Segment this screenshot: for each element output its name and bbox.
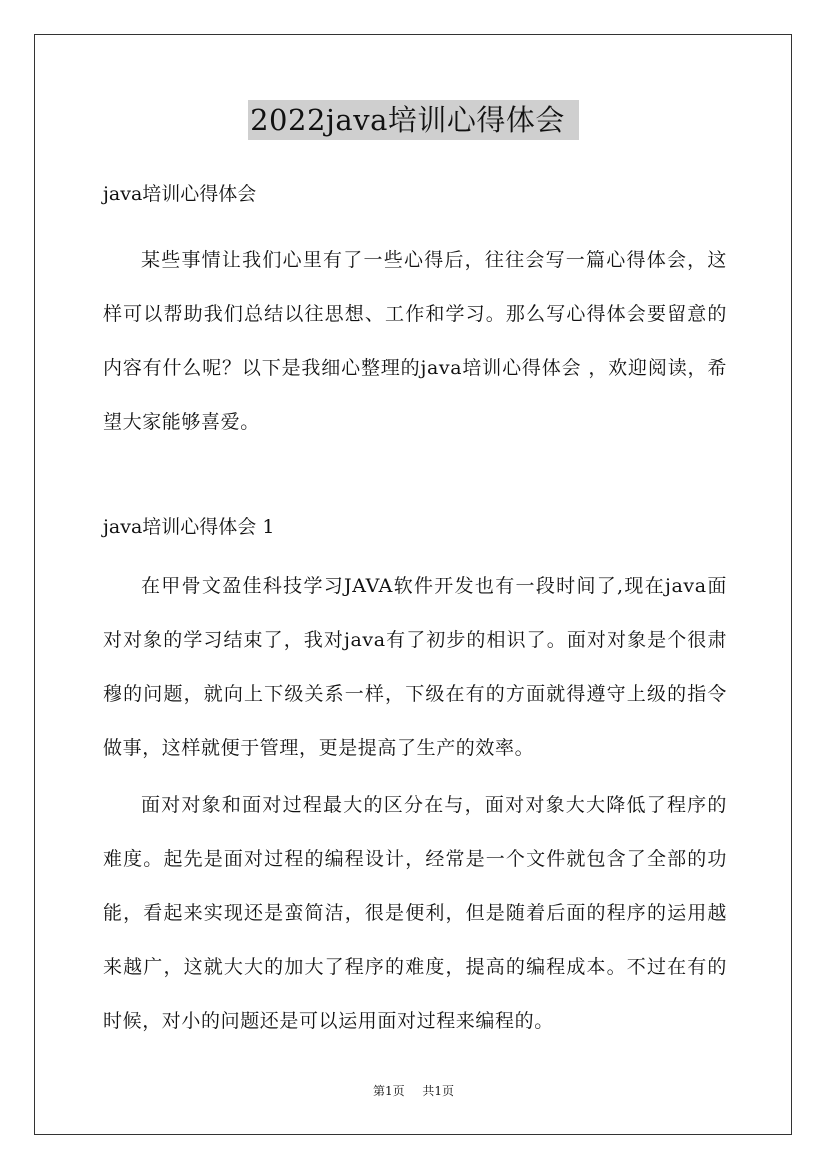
- page-number: 第1页: [373, 1084, 405, 1098]
- total-pages: 共1页: [422, 1084, 454, 1098]
- section1-paragraph-2: 面对对象和面对过程最大的区分在与，面对对象大大降低了程序的难度。起先是面对过程的编程设计，经常是一个文件就包含了全部的功能，看起来实现还是蛮简洁，很是便利，但是随着后面的程序的运用越来越广，这就大大的加大了程序的难度，提高的编程成本。不过在有的时候，对小的问题还是可以运用面对过程来编程的。: [103, 794, 727, 1032]
- document-title: 2022java培训心得体会: [248, 100, 579, 140]
- document-body: [103, 176, 727, 1048]
- page-footer: [0, 1082, 827, 1099]
- intro-heading: java培训心得体会: [103, 183, 257, 205]
- intro-paragraph: 某些事情让我们心里有了一些心得后，往往会写一篇心得体会，这样可以帮助我们总结以往思想、工作和学习。那么写心得体会要留意的内容有什么呢？以下是我细心整理的java培训心得体会 ，欢迎阅读，希望大家能够喜爱。: [103, 249, 727, 433]
- section1-paragraph-1: 在甲骨文盈佳科技学习JAVA软件开发也有一段时间了,现在java面对对象的学习结束了，我对java有了初步的相识了。面对对象是个很肃穆的问题，就向上下级关系一样，下级在有的方面就得遵守上级的指令做事，这样就便于管理，更是提高了生产的效率。: [103, 575, 727, 759]
- section1-heading: java培训心得体会 1: [103, 516, 275, 538]
- title-container: [0, 100, 827, 140]
